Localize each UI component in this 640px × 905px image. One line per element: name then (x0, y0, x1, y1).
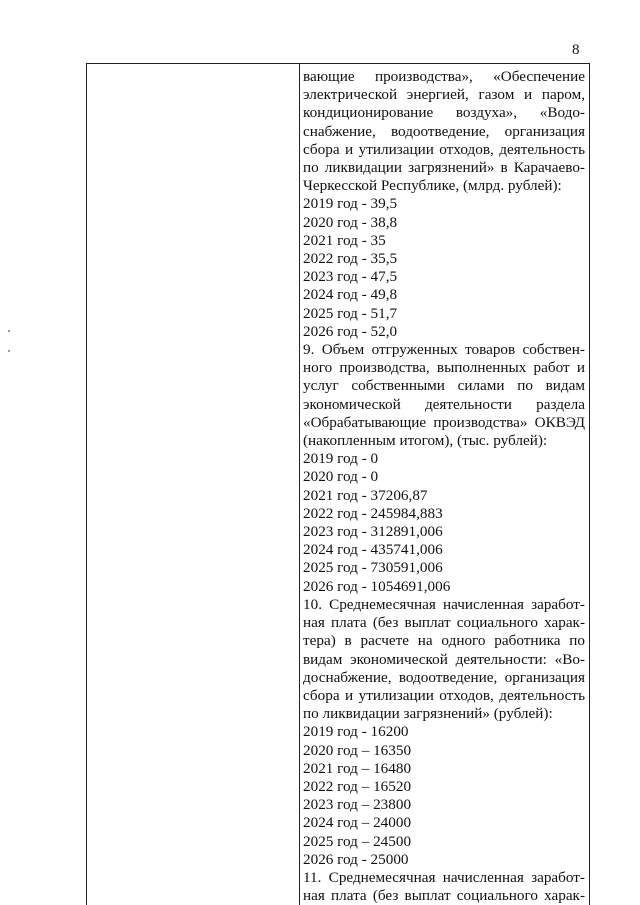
text-line: 2021 год - 37206,87 (303, 486, 428, 504)
scan-speck (8, 330, 10, 332)
text-line: 2026 год - 1054691,006 (303, 577, 451, 595)
text-line: 2020 год – 16350 (303, 741, 412, 759)
text-line: 2025 год - 730591,006 (303, 559, 443, 577)
text-line: 9. Объем отгруженных товаров собствен- (303, 341, 585, 359)
text-line: 2023 год - 47,5 (303, 268, 398, 286)
text-line: сбора и утилизации отходов, деятельность (303, 140, 585, 158)
text-line: доснабжение, водоотведение, организация (303, 668, 585, 686)
text-line: 2025 год – 24500 (303, 832, 412, 850)
text-line: 2022 год - 35,5 (303, 250, 398, 268)
text-line: 2026 год - 52,0 (303, 322, 398, 340)
text-line: тера) в расчете на одного работника по (303, 632, 585, 650)
text-line: 2019 год - 0 (303, 450, 379, 468)
text-line: 2021 год - 35 (303, 231, 386, 249)
text-line: снабжение, водоотведение, организация (303, 122, 585, 140)
document-table (86, 63, 590, 905)
text-line: 2020 год - 0 (303, 468, 379, 486)
text-line: услуг собственными силами по видам (303, 377, 585, 395)
text-line: кондиционирование воздуха», «Водо- (303, 104, 585, 122)
text-line: по ликвидации загрязнений» (рублей): (303, 705, 553, 723)
text-line: 2024 год - 435741,006 (303, 541, 443, 559)
text-line: экономической деятельности раздела (303, 395, 585, 413)
text-line: 2020 год - 38,8 (303, 213, 398, 231)
text-line: ная плата (без выплат социального харак- (303, 614, 585, 632)
text-line: (накопленным итогом), (тыс. рублей): (303, 432, 548, 450)
text-line: 2023 год - 312891,006 (303, 523, 443, 541)
text-line: 2026 год - 25000 (303, 850, 409, 868)
text-line: сбора и утилизации отходов, деятельность (303, 686, 585, 704)
text-line: 2019 год - 16200 (303, 723, 409, 741)
text-line: ная плата (без выплат социального харак- (303, 887, 585, 905)
page-number: 8 (572, 42, 580, 58)
right-column-cell (303, 68, 585, 905)
text-line: видам экономической деятельности: «Во- (303, 650, 585, 668)
text-line: 2024 год – 24000 (303, 814, 412, 832)
text-line: 2021 год – 16480 (303, 759, 412, 777)
text-line: 2023 год – 23800 (303, 796, 412, 814)
text-line: 2022 год – 16520 (303, 777, 412, 795)
text-line: вающие производства», «Обеспечение (303, 68, 585, 85)
text-line: ного производства, выполненных работ и (303, 359, 585, 377)
text-line: 2024 год - 49,8 (303, 286, 398, 304)
text-line: по ликвидации загрязнений» в Карачаево- (303, 159, 585, 177)
column-divider (299, 64, 300, 905)
text-line: 2025 год - 51,7 (303, 304, 398, 322)
text-line: Черкесской Республике, (млрд. рублей): (303, 177, 562, 195)
text-line: «Обрабатывающие производства» ОКВЭД (303, 413, 585, 431)
text-line: электрической энергией, газом и паром, (303, 86, 585, 104)
text-line: 11. Среднемесячная начисленная заработ- (303, 868, 585, 886)
text-line: 10. Среднемесячная начисленная заработ- (303, 595, 585, 613)
text-line: 2019 год - 39,5 (303, 195, 398, 213)
scan-speck (8, 350, 10, 352)
text-line: 2022 год - 245984,883 (303, 504, 443, 522)
